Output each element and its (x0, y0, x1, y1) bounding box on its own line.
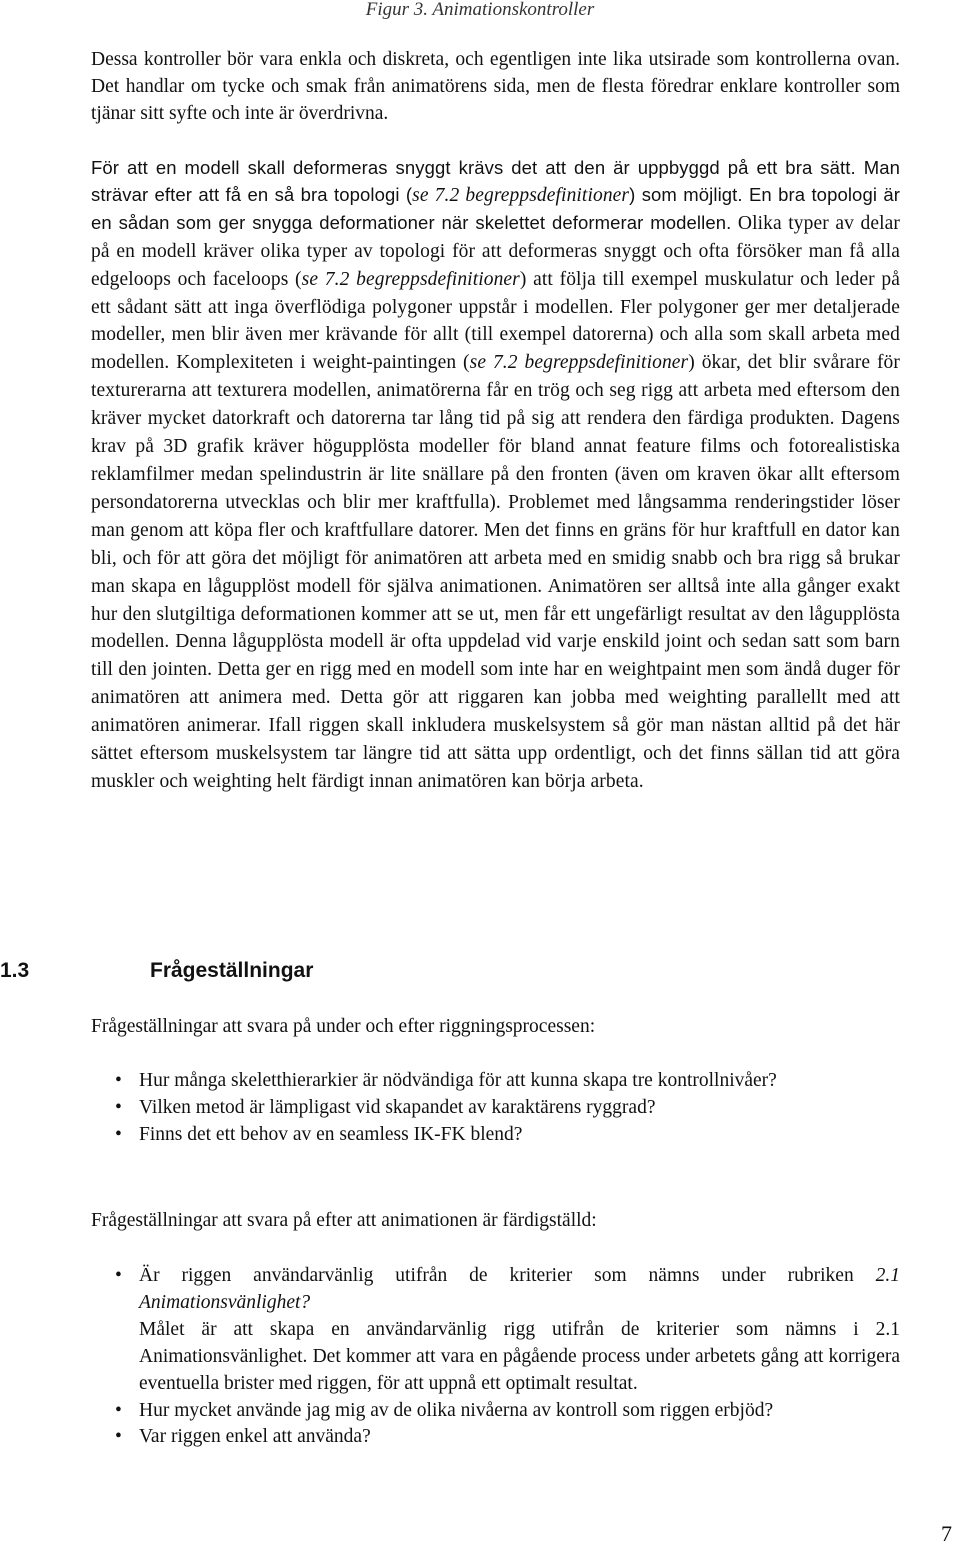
para2-ref-3: se 7.2 begreppsdefinitioner (469, 352, 689, 374)
list-item-reference: 2.1 Animationsvänlighet? (139, 1265, 900, 1313)
bullet-icon: • (115, 1426, 122, 1448)
para2-ref-2: se 7.2 begreppsdefinitioner (301, 268, 520, 290)
para2-sentence-1: För att en modell skall deformeras snyggt krävs det att den är uppbyggd på ett bra sätt. Man strävar efter att få en så bra topologi ( (91, 157, 900, 205)
para2-ref-1: se 7.2 begreppsdefinitioner (412, 184, 630, 206)
list-item-answer: Målet är att skapa en användarvänlig rigg utifrån de kriterier som nämns i 2.1 Animationsvänlighet. Det kommer att vara en pågående process under arbetets gång att korrigera eventuella brister med riggen, för att uppnå ett optimalt resultat. (139, 1318, 900, 1394)
list-item (115, 1398, 900, 1425)
list-item-text: Finns det ett behov av en seamless IK-FK blend? (139, 1123, 523, 1145)
bullet-icon: • (115, 1096, 122, 1118)
bullet-icon: • (115, 1070, 122, 1091)
body-paragraph-1: Dessa kontroller bör vara enkla och diskreta, och egentligen inte lika utsirade som kontrollerna ovan. Det handlar om tycke och smak från animatörens sida, men de flesta föredrar enklare kontroller som tjänar sitt syfte och inte är överdrivna. (91, 49, 900, 124)
question-list-1 (115, 1068, 900, 1149)
list-item-text: Hur många skeletthierarkier är nödvändiga för att kunna skapa tre kontrollnivåer? (139, 1070, 777, 1091)
list-item (115, 1424, 900, 1451)
list-item-text: Hur mycket använde jag mig av de olika nivåerna av kontroll som riggen erbjöd? (139, 1399, 774, 1421)
section-heading (0, 957, 313, 985)
question-list-2 (115, 1263, 900, 1451)
questions-intro-2: Frågeställningar att svara på efter att animationen är färdigställd: (91, 1210, 597, 1231)
para2-sentence-2: ) som möjligt. En bra topologi är en sådan som ger snygga deformationer när skelettet deformerar modellen. (91, 183, 901, 233)
bullet-icon: • (115, 1265, 122, 1286)
list-item-text: Är riggen användarvänlig utifrån de kriterier som nämns under rubriken (139, 1265, 876, 1286)
list-item (115, 1122, 900, 1149)
section-number: 1.3 (0, 959, 30, 982)
section-title: Frågeställningar (150, 959, 314, 982)
list-item (115, 1263, 900, 1398)
questions-intro-1: Frågeställningar att svara på under och efter riggningsprocessen: (91, 1016, 596, 1037)
figure-caption: Figur 3. Animationskontroller (365, 0, 595, 20)
page-number: 7 (941, 1521, 952, 1546)
list-item (115, 1068, 900, 1095)
list-item-text: Var riggen enkel att använda? (139, 1426, 371, 1448)
para2-sentence-5: ) ökar, det blir svårare för texturerarna att texturera modellen, animatörerna får en trög och seg rigg att arbeta med eftersom den kräver mycket datorkraft och datorerna tar lång tid på sig att rendera den färdiga produkten. Dagens krav på 3D grafik kräver högupplösta modeller för bland annat feature films och fotorealistiska reklamfilmer medan spelindustrin är lite snällare på den fronten (även om kraven ökar allt eftersom persondatorerna utvecklas och blir mer kraftfulla). Problemet med långsamma renderingstider löser man genom att köpa fler och kraftfullare datorer. Men det finns en gräns för hur kraftfull en dator kan bli, och för att göra det möjligt för animatören att arbeta med en smidig snabb och bra rigg så brukar man skapa en lågupplöst modell för själva animationen. Animatören ser alltså inte alla gånger exakt hur den slutgiltiga deformationen kommer att se ut, men får ett ungefärligt resultat av den lågupplösta modellen. Denna lågupplösta modell är ofta uppdelad vid varje enskild joint och sedan satt som barn till den jointen. Detta ger en rigg med en modell som inte har en weightpaint men som ändå duger för animatören att animera med. Detta gör att riggaren kan jobba med weighting parallellt med att animatören animerar. Ifall riggen skall inkludera muskelsystem så gör man nästan alltid på det här sättet eftersom muskelsystem tar längre tid att sätta upp ordentligt, och det finns sällan tid att göra muskler och weighting helt färdigt innan animatören kan börja arbeta. (91, 352, 901, 792)
para2-sentence-4: ) att följa till exempel muskulatur och leder på ett sådant sätt att inga överflödiga polygoner uppstår i modellen. Fler polygoner ger mer detaljerade modeller, men blir även mer krävande för allt (till exempel datorerna) och alla som skall arbeta med modellen. Komplexiteten i weight-paintingen ( (91, 268, 900, 374)
bullet-icon: • (115, 1123, 122, 1145)
body-paragraph-2 (91, 155, 900, 796)
para2-sentence-3: Olika typer av delar på en modell kräver olika typer av topologi för att deformeras snyggt och ofta försöker man få alla edgeloops och faceloops ( (91, 212, 900, 290)
bullet-icon: • (115, 1399, 122, 1421)
list-item-text: Vilken metod är lämpligast vid skapandet av karaktärens ryggrad? (139, 1096, 656, 1118)
list-item (115, 1095, 900, 1122)
